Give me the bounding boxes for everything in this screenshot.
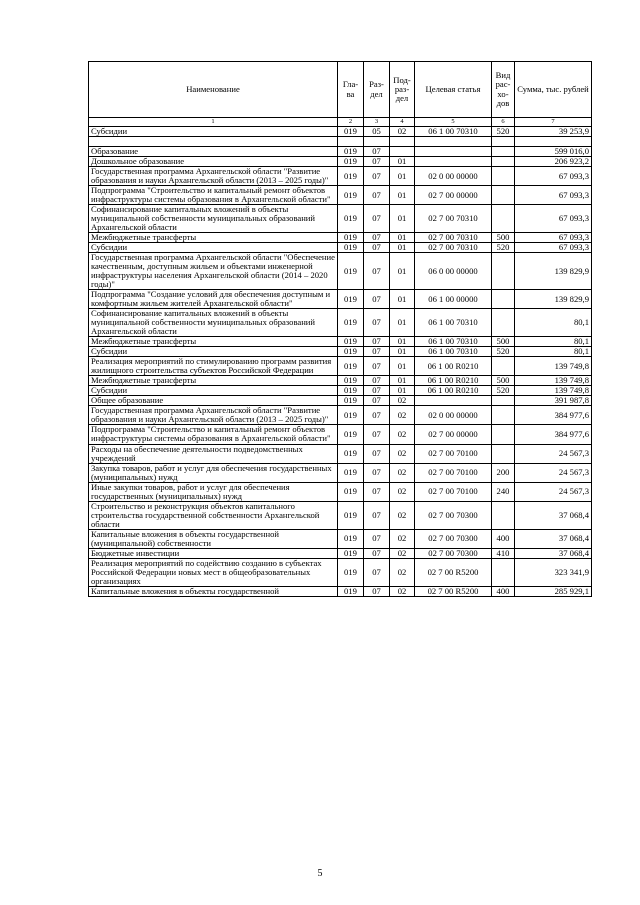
table-row [89, 444, 592, 463]
cell-statya [415, 147, 492, 157]
cell-vid [492, 253, 515, 290]
cell-name: Государственная программа Архангельской области "Развитие образования и науки Архангельской области (2013 – 2025 годы)" [89, 406, 338, 425]
cell-razdel: 07 [364, 444, 390, 463]
cell-name: Межбюджетные трансферты [89, 337, 338, 347]
cell-summa: 391 987,8 [515, 396, 592, 406]
cell-razdel: 05 [364, 127, 390, 137]
cell-summa: 599 016,0 [515, 147, 592, 157]
table-row [89, 309, 592, 337]
cell-razdel: 07 [364, 376, 390, 386]
cell-vid [492, 157, 515, 167]
cell-razdel: 07 [364, 186, 390, 205]
cell-statya: 06 1 00 70310 [415, 337, 492, 347]
column-number: 6 [492, 118, 515, 127]
cell-vid: 400 [492, 586, 515, 596]
header-row [89, 62, 592, 118]
table-row [89, 337, 592, 347]
cell-summa: 37 068,4 [515, 501, 592, 529]
empty-cell [515, 137, 592, 147]
cell-vid: 520 [492, 386, 515, 396]
cell-podrazdel: 02 [390, 127, 415, 137]
cell-statya: 02 7 00 70300 [415, 548, 492, 558]
cell-name: Субсидии [89, 243, 338, 253]
cell-podrazdel: 02 [390, 586, 415, 596]
table-row [89, 243, 592, 253]
cell-podrazdel: 02 [390, 501, 415, 529]
table-row [89, 127, 592, 137]
cell-razdel: 07 [364, 482, 390, 501]
cell-statya: 02 7 00 00000 [415, 425, 492, 444]
cell-podrazdel: 01 [390, 157, 415, 167]
cell-razdel: 07 [364, 147, 390, 157]
cell-glava: 019 [338, 396, 364, 406]
page-number: 5 [317, 868, 323, 879]
empty-cell [492, 137, 515, 147]
cell-glava: 019 [338, 167, 364, 186]
cell-name: Бюджетные инвестиции [89, 548, 338, 558]
cell-statya: 02 7 00 70100 [415, 444, 492, 463]
budget-table [88, 61, 592, 597]
table-row [89, 376, 592, 386]
cell-summa: 285 929,1 [515, 586, 592, 596]
cell-glava: 019 [338, 337, 364, 347]
table-row [89, 558, 592, 586]
cell-razdel: 07 [364, 396, 390, 406]
cell-podrazdel: 02 [390, 463, 415, 482]
cell-glava: 019 [338, 586, 364, 596]
cell-vid: 240 [492, 482, 515, 501]
table-row [89, 357, 592, 376]
cell-podrazdel: 01 [390, 253, 415, 290]
cell-podrazdel: 01 [390, 243, 415, 253]
cell-razdel: 07 [364, 501, 390, 529]
table-row [89, 205, 592, 233]
table-row [89, 290, 592, 309]
cell-glava: 019 [338, 357, 364, 376]
table-row [89, 347, 592, 357]
cell-statya: 02 7 00 70100 [415, 482, 492, 501]
table-row [89, 501, 592, 529]
column-number: 2 [338, 118, 364, 127]
table-row [89, 463, 592, 482]
table-row [89, 253, 592, 290]
cell-summa: 67 093,3 [515, 205, 592, 233]
cell-podrazdel: 01 [390, 290, 415, 309]
cell-glava: 019 [338, 501, 364, 529]
cell-summa: 24 567,3 [515, 482, 592, 501]
cell-razdel: 07 [364, 309, 390, 337]
cell-statya: 02 7 00 70310 [415, 243, 492, 253]
cell-glava: 019 [338, 186, 364, 205]
cell-glava: 019 [338, 529, 364, 548]
cell-podrazdel: 01 [390, 233, 415, 243]
cell-summa: 139 829,9 [515, 253, 592, 290]
empty-cell [390, 137, 415, 147]
column-number-row [89, 118, 592, 127]
cell-podrazdel: 01 [390, 186, 415, 205]
cell-statya: 02 7 00 R5200 [415, 586, 492, 596]
cell-podrazdel: 02 [390, 548, 415, 558]
cell-summa: 37 068,4 [515, 529, 592, 548]
cell-vid [492, 501, 515, 529]
cell-razdel: 07 [364, 347, 390, 357]
column-number: 1 [89, 118, 338, 127]
cell-summa: 67 093,3 [515, 243, 592, 253]
cell-summa: 67 093,3 [515, 167, 592, 186]
cell-vid [492, 444, 515, 463]
cell-name: Капитальные вложения в объекты государственной (муниципальной) собственности [89, 529, 338, 548]
cell-summa: 80,1 [515, 347, 592, 357]
table-row [89, 147, 592, 157]
cell-summa: 323 341,9 [515, 558, 592, 586]
cell-glava: 019 [338, 290, 364, 309]
cell-razdel: 07 [364, 586, 390, 596]
cell-podrazdel: 02 [390, 425, 415, 444]
cell-podrazdel: 01 [390, 309, 415, 337]
cell-podrazdel: 02 [390, 406, 415, 425]
cell-razdel: 07 [364, 463, 390, 482]
cell-statya: 06 1 00 70310 [415, 309, 492, 337]
cell-summa: 384 977,6 [515, 406, 592, 425]
header-statya: Целевая статья [415, 62, 492, 118]
table-row [89, 186, 592, 205]
cell-name: Подпрограмма "Строительство и капитальный ремонт объектов инфраструктуры системы образования в Архангельской области" [89, 186, 338, 205]
cell-razdel: 07 [364, 253, 390, 290]
cell-podrazdel: 01 [390, 376, 415, 386]
cell-razdel: 07 [364, 243, 390, 253]
cell-name: Образование [89, 147, 338, 157]
cell-summa: 24 567,3 [515, 463, 592, 482]
cell-razdel: 07 [364, 167, 390, 186]
cell-podrazdel: 01 [390, 337, 415, 347]
cell-summa: 67 093,3 [515, 233, 592, 243]
table-row [89, 167, 592, 186]
cell-name: Иные закупки товаров, работ и услуг для обеспечения государственных (муниципальных) нужд [89, 482, 338, 501]
cell-statya: 02 7 00 70310 [415, 205, 492, 233]
cell-name: Межбюджетные трансферты [89, 376, 338, 386]
cell-razdel: 07 [364, 233, 390, 243]
cell-vid: 520 [492, 347, 515, 357]
cell-razdel: 07 [364, 558, 390, 586]
cell-podrazdel: 02 [390, 396, 415, 406]
cell-statya: 06 1 00 R0210 [415, 357, 492, 376]
cell-podrazdel: 02 [390, 558, 415, 586]
cell-glava: 019 [338, 243, 364, 253]
cell-vid: 500 [492, 233, 515, 243]
table-spacer-row [89, 137, 592, 147]
empty-cell [338, 137, 364, 147]
column-number: 4 [390, 118, 415, 127]
cell-podrazdel: 01 [390, 167, 415, 186]
cell-name: Межбюджетные трансферты [89, 233, 338, 243]
cell-glava: 019 [338, 147, 364, 157]
column-number: 7 [515, 118, 592, 127]
empty-cell [364, 137, 390, 147]
cell-glava: 019 [338, 253, 364, 290]
cell-statya: 02 7 00 70310 [415, 233, 492, 243]
cell-statya: 06 0 00 00000 [415, 253, 492, 290]
cell-razdel: 07 [364, 386, 390, 396]
cell-name: Реализация мероприятий по стимулированию программ развития жилищного строительства субъектов Российской Федерации [89, 357, 338, 376]
cell-vid [492, 147, 515, 157]
cell-vid: 200 [492, 463, 515, 482]
cell-summa: 384 977,6 [515, 425, 592, 444]
cell-name: Общее образование [89, 396, 338, 406]
cell-statya: 06 1 00 R0210 [415, 376, 492, 386]
cell-summa: 139 749,8 [515, 386, 592, 396]
cell-statya: 06 1 00 70310 [415, 127, 492, 137]
cell-glava: 019 [338, 309, 364, 337]
cell-statya: 02 0 00 00000 [415, 406, 492, 425]
header-razdel: Раз-дел [364, 62, 390, 118]
table-row [89, 157, 592, 167]
cell-glava: 019 [338, 425, 364, 444]
cell-statya: 06 1 00 R0210 [415, 386, 492, 396]
cell-podrazdel: 02 [390, 444, 415, 463]
cell-glava: 019 [338, 127, 364, 137]
cell-razdel: 07 [364, 157, 390, 167]
cell-vid: 410 [492, 548, 515, 558]
cell-statya: 02 7 00 R5200 [415, 558, 492, 586]
header-glava: Гла-ва [338, 62, 364, 118]
cell-summa: 24 567,3 [515, 444, 592, 463]
cell-name: Субсидии [89, 386, 338, 396]
cell-razdel: 07 [364, 425, 390, 444]
cell-glava: 019 [338, 205, 364, 233]
cell-glava: 019 [338, 548, 364, 558]
cell-summa: 139 829,9 [515, 290, 592, 309]
table-row [89, 548, 592, 558]
table-row [89, 586, 592, 596]
cell-glava: 019 [338, 482, 364, 501]
cell-glava: 019 [338, 558, 364, 586]
cell-razdel: 07 [364, 290, 390, 309]
table-row [89, 425, 592, 444]
cell-summa: 67 093,3 [515, 186, 592, 205]
table-row [89, 233, 592, 243]
cell-razdel: 07 [364, 529, 390, 548]
cell-vid: 500 [492, 376, 515, 386]
table-body [89, 127, 592, 597]
cell-statya [415, 157, 492, 167]
cell-vid [492, 357, 515, 376]
cell-podrazdel: 01 [390, 357, 415, 376]
column-number: 3 [364, 118, 390, 127]
cell-name: Субсидии [89, 127, 338, 137]
cell-name: Реализация мероприятий по содействию созданию в субъектах Российской Федерации новых мест в общеобразовательных организациях [89, 558, 338, 586]
table-row [89, 406, 592, 425]
cell-podrazdel: 01 [390, 347, 415, 357]
cell-vid [492, 396, 515, 406]
cell-glava: 019 [338, 157, 364, 167]
cell-name: Субсидии [89, 347, 338, 357]
cell-summa: 139 749,8 [515, 376, 592, 386]
cell-name: Государственная программа Архангельской области "Обеспечение качественным, доступным жильем и объектами инженерной инфраструктуры населения Архангельской области (2014 – 2020 годы)" [89, 253, 338, 290]
header-summa: Сумма, тыс. рублей [515, 62, 592, 118]
cell-podrazdel [390, 147, 415, 157]
header-podrazdel: Под-раз-дел [390, 62, 415, 118]
cell-razdel: 07 [364, 337, 390, 347]
cell-summa: 39 253,9 [515, 127, 592, 137]
table-row [89, 529, 592, 548]
cell-glava: 019 [338, 376, 364, 386]
cell-name: Подпрограмма "Строительство и капитальный ремонт объектов инфраструктуры системы образования в Архангельской области" [89, 425, 338, 444]
cell-vid: 520 [492, 127, 515, 137]
cell-statya: 02 7 00 70300 [415, 501, 492, 529]
cell-statya: 06 1 00 70310 [415, 347, 492, 357]
cell-razdel: 07 [364, 548, 390, 558]
cell-name: Подпрограмма "Создание условий для обеспечения доступным и комфортным жильем жителей Архангельской области" [89, 290, 338, 309]
cell-name: Строительство и реконструкция объектов капитального строительства государственной собственности Архангельской области [89, 501, 338, 529]
cell-name: Государственная программа Архангельской области "Развитие образования и науки Архангельской области (2013 – 2025 годы)" [89, 167, 338, 186]
cell-name: Софинансирование капитальных вложений в объекты муниципальной собственности муниципальных образований Архангельской области [89, 205, 338, 233]
cell-statya: 02 7 00 70100 [415, 463, 492, 482]
empty-cell [415, 137, 492, 147]
cell-name: Капитальные вложения в объекты государственной [89, 586, 338, 596]
cell-name: Закупка товаров, работ и услуг для обеспечения государственных (муниципальных) нужд [89, 463, 338, 482]
cell-statya: 02 7 00 00000 [415, 186, 492, 205]
cell-glava: 019 [338, 463, 364, 482]
cell-summa: 80,1 [515, 309, 592, 337]
table-row [89, 482, 592, 501]
header-name: Наименование [89, 62, 338, 118]
cell-vid [492, 290, 515, 309]
cell-glava: 019 [338, 444, 364, 463]
cell-summa: 37 068,4 [515, 548, 592, 558]
header-vid: Вид рас-хо-дов [492, 62, 515, 118]
cell-statya: 02 7 00 70300 [415, 529, 492, 548]
cell-name: Расходы на обеспечение деятельности подведомственных учреждений [89, 444, 338, 463]
cell-podrazdel: 02 [390, 529, 415, 548]
cell-podrazdel: 01 [390, 205, 415, 233]
cell-vid: 500 [492, 337, 515, 347]
cell-vid [492, 309, 515, 337]
cell-glava: 019 [338, 233, 364, 243]
cell-statya: 02 0 00 00000 [415, 167, 492, 186]
cell-podrazdel: 02 [390, 482, 415, 501]
cell-podrazdel: 01 [390, 386, 415, 396]
cell-glava: 019 [338, 406, 364, 425]
cell-statya [415, 396, 492, 406]
cell-glava: 019 [338, 347, 364, 357]
cell-glava: 019 [338, 386, 364, 396]
table-row [89, 386, 592, 396]
column-number: 5 [415, 118, 492, 127]
cell-razdel: 07 [364, 357, 390, 376]
cell-name: Софинансирование капитальных вложений в объекты муниципальной собственности муниципальных образований Архангельской области [89, 309, 338, 337]
cell-vid [492, 186, 515, 205]
empty-cell [89, 137, 338, 147]
cell-summa: 80,1 [515, 337, 592, 347]
cell-summa: 139 749,8 [515, 357, 592, 376]
cell-summa: 206 923,2 [515, 157, 592, 167]
cell-razdel: 07 [364, 406, 390, 425]
cell-vid [492, 205, 515, 233]
cell-vid: 520 [492, 243, 515, 253]
cell-vid [492, 558, 515, 586]
cell-name: Дошкольное образование [89, 157, 338, 167]
cell-vid [492, 167, 515, 186]
cell-vid [492, 406, 515, 425]
table-row [89, 396, 592, 406]
cell-vid [492, 425, 515, 444]
cell-statya: 06 1 00 00000 [415, 290, 492, 309]
cell-vid: 400 [492, 529, 515, 548]
cell-razdel: 07 [364, 205, 390, 233]
